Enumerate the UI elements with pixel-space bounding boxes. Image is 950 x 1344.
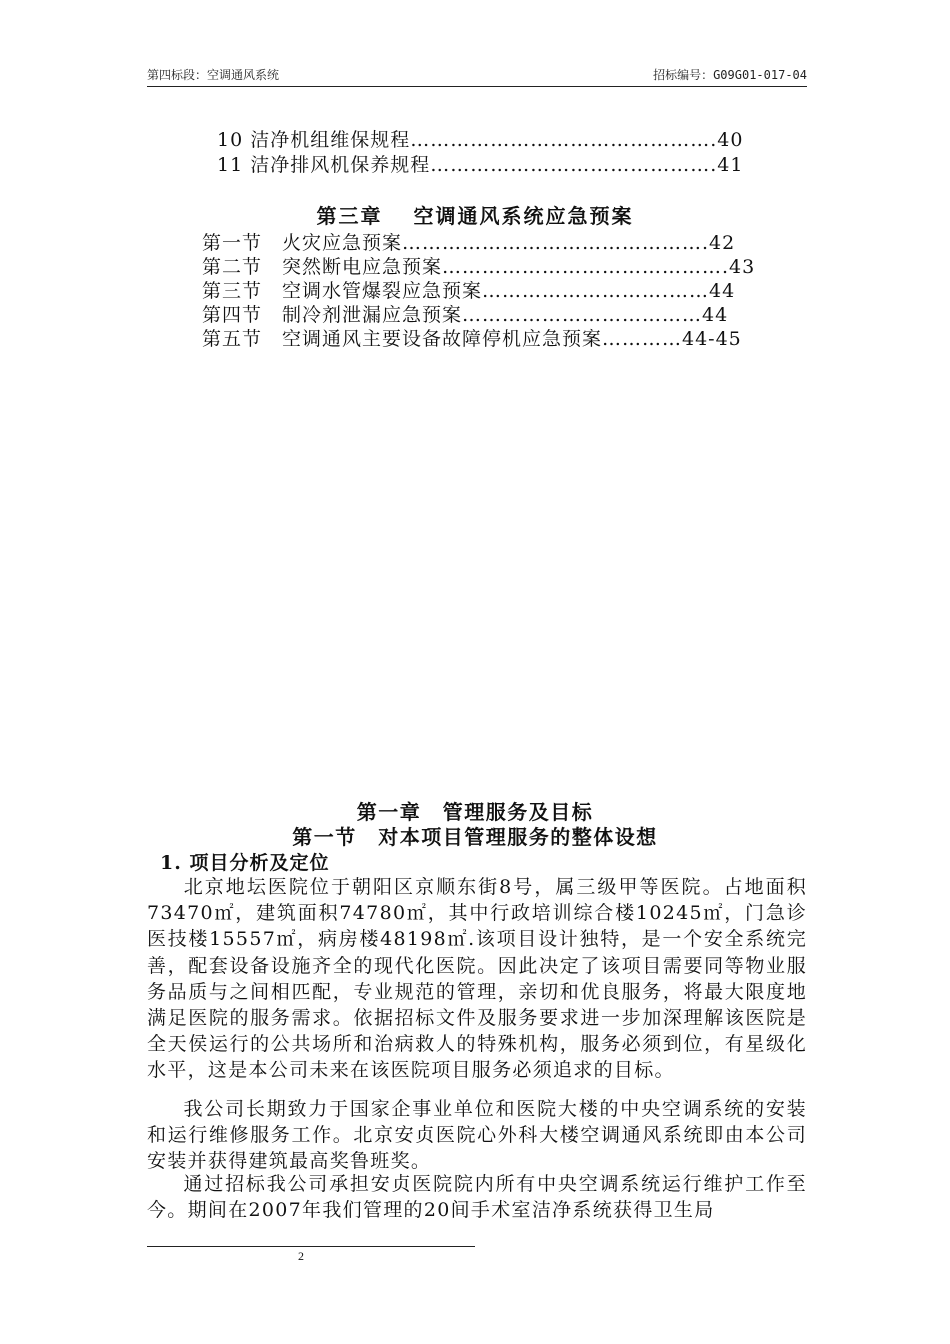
- paragraph-text: 我公司长期致力于国家企事业单位和医院大楼的中央空调系统的安装和运行维修服务工作。北京安贞医院心外科大楼空调通风系统即由本公司安装并获得建筑最高奖鲁班奖。: [147, 1098, 807, 1173]
- section-title: 第一节 对本项目管理服务的整体设想: [292, 825, 658, 849]
- header-bid-number: 招标编号：G09G01-017-04: [653, 68, 807, 82]
- paragraph: [147, 874, 807, 1084]
- toc-chapter3-title: 第三章 空调通风系统应急预案: [316, 204, 634, 228]
- footer-divider: [147, 1246, 475, 1247]
- paragraph: [147, 1171, 807, 1223]
- toc-item: 第三节 空调水管爆裂应急预案……………………….……44: [202, 280, 736, 302]
- toc-item: 第五节 空调通风主要设备故障停机应急预案…………44-45: [202, 328, 742, 350]
- toc-item: 10 洁净机组维保规程……………………………………….40: [217, 129, 744, 151]
- chapter-title: 第一章 管理服务及目标: [356, 800, 594, 824]
- toc-item: 第一节 火灾应急预案……………………………………….42: [202, 232, 736, 254]
- page-number: 2: [298, 1249, 304, 1263]
- toc-item: 第四节 制冷剂泄漏应急预案………………………………44: [202, 304, 729, 326]
- paragraph-text: 通过招标我公司承担安贞医院院内所有中央空调系统运行维护工作至今。期间在2007年我们管理的20间手术室洁净系统获得卫生局: [147, 1173, 807, 1222]
- toc-item: 11 洁净排风机保养规程…………………………………….41: [217, 154, 744, 176]
- page-header: [147, 66, 807, 87]
- toc-item: 第二节 突然断电应急预案…………………………………….43: [202, 256, 756, 278]
- subheading: 1. 项目分析及定位: [160, 852, 330, 874]
- paragraph-text: 北京地坛医院位于朝阳区京顺东街8号，属三级甲等医院。占地面积73470㎡，建筑面积74780㎡，其中行政培训综合楼10245㎡，门急诊医技楼15557㎡，病房楼48198㎡.该项目设计独特，是一个安全系统完善，配套设备设施齐全的现代化医院。因此决定了该项目需要同等物业服务品质与之间相匹配，专业规范的管理，亲切和优良服务，将最大限度地满足医院的服务需求。依据招标文件及服务要求进一步加深理解该医院是全天侯运行的公共场所和治病救人的特殊机构，服务必须到位，有星级化水平，这是本公司未来在该医院项目服务必须追求的目标。: [147, 876, 807, 1082]
- header-section-label: 第四标段：空调通风系统: [147, 68, 280, 82]
- paragraph: [147, 1096, 807, 1175]
